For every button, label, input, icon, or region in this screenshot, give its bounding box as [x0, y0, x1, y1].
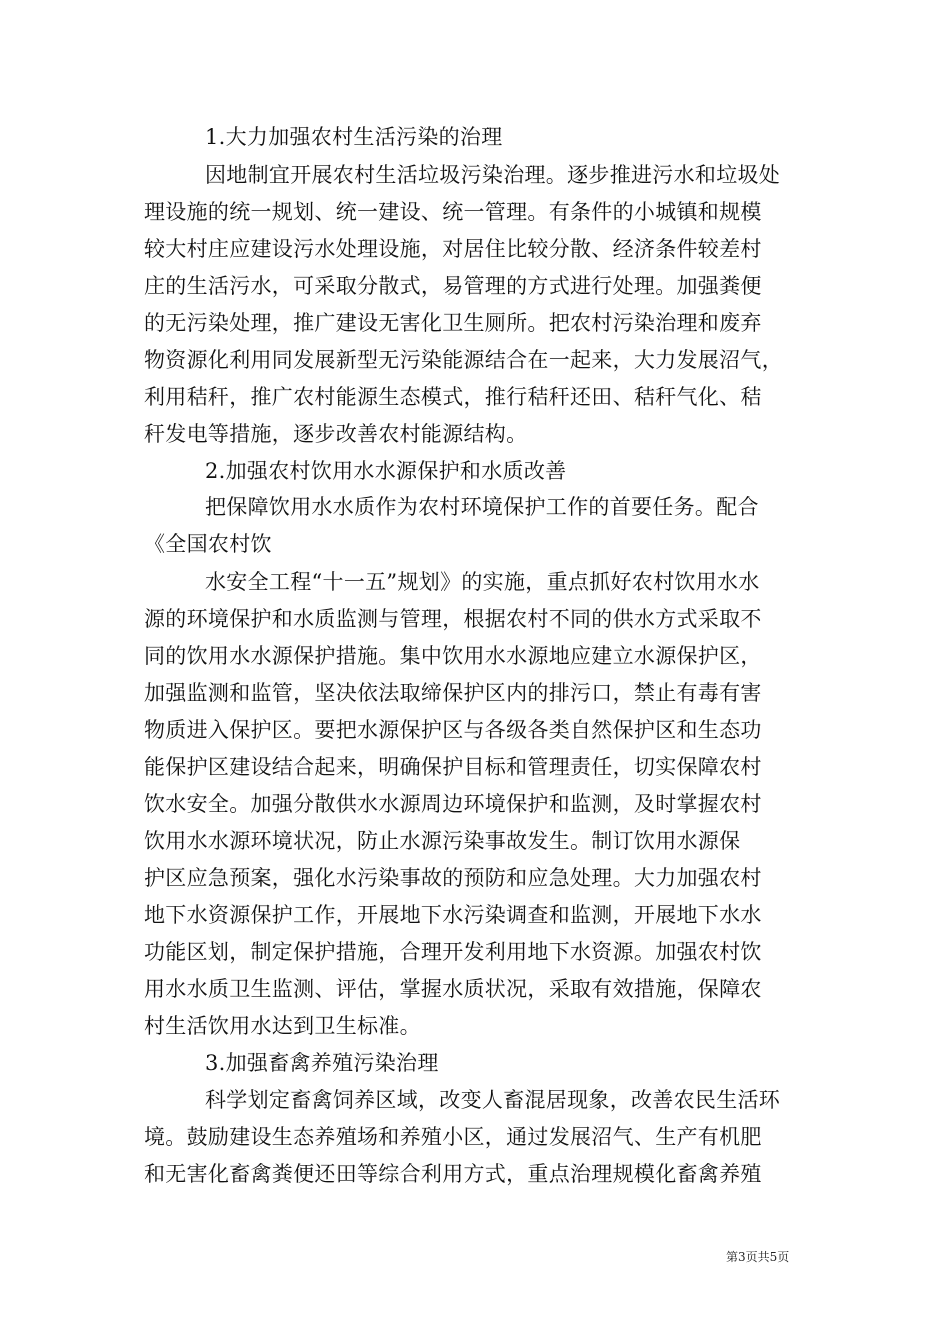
- paragraph-line: 饮水安全。加强分散供水水源周边环境保护和监测，及时掌握农村: [144, 792, 762, 816]
- paragraph-line: 物质进入保护区。要把水源保护区与各级各类自然保护区和生态功: [144, 718, 762, 742]
- paragraph-line: 功能区划，制定保护措施，合理开发利用地下水资源。加强农村饮: [144, 940, 762, 964]
- paragraph-line: 物资源化利用同发展新型无污染能源结合在一起来，大力发展沼气，: [144, 348, 783, 372]
- paragraph-line: 较大村庄应建设污水处理设施，对居住比较分散、经济条件较差村: [144, 237, 762, 261]
- paragraph-line: 的无污染处理，推广建设无害化卫生厕所。把农村污染治理和废弃: [144, 311, 762, 335]
- paragraph-line: 加强监测和监管，坚决依法取缔保护区内的排污口，禁止有毒有害: [144, 681, 762, 705]
- section-heading-1: 1.大力加强农村生活污染的治理: [205, 125, 503, 149]
- paragraph-line: 水安全工程“十一五”规划》的实施，重点抓好农村饮用水水: [205, 570, 760, 594]
- page-number: 第3页共5页: [726, 1250, 790, 1264]
- paragraph-line: 同的饮用水水源保护措施。集中饮用水水源地应建立水源保护区，: [144, 644, 762, 668]
- paragraph-line: 源的环境保护和水质监测与管理，根据农村不同的供水方式采取不: [144, 607, 762, 631]
- paragraph-line: 科学划定畜禽饲养区域，改变人畜混居现象，改善农民生活环: [205, 1088, 781, 1112]
- paragraph-line: 护区应急预案，强化水污染事故的预防和应急处理。大力加强农村: [144, 866, 762, 890]
- paragraph-line: 地下水资源保护工作，开展地下水污染调查和监测，开展地下水水: [144, 903, 762, 927]
- paragraph-line: 境。鼓励建设生态养殖场和养殖小区，通过发展沼气、生产有机肥: [144, 1125, 762, 1149]
- paragraph-line: 用水水质卫生监测、评估，掌握水质状况，采取有效措施，保障农: [144, 977, 762, 1001]
- paragraph-line: 和无害化畜禽粪便还田等综合利用方式，重点治理规模化畜禽养殖: [144, 1162, 762, 1186]
- paragraph-line: 庄的生活污水，可采取分散式，易管理的方式进行处理。加强粪便: [144, 274, 762, 298]
- paragraph-line: 《全国农村饮: [144, 532, 272, 556]
- paragraph-line: 秆发电等措施，逐步改善农村能源结构。: [144, 422, 528, 446]
- paragraph-line: 把保障饮用水水质作为农村环境保护工作的首要任务。配合: [205, 495, 759, 519]
- paragraph-line: 利用秸秆，推广农村能源生态模式，推行秸秆还田、秸秆气化、秸: [144, 385, 762, 409]
- paragraph-line: 村生活饮用水达到卫生标准。: [144, 1014, 421, 1038]
- paragraph-line: 饮用水水源环境状况，防止水源污染事故发生。制订饮用水源保: [144, 829, 741, 853]
- paragraph-line: 能保护区建设结合起来，明确保护目标和管理责任，切实保障农村: [144, 755, 762, 779]
- paragraph-line: 因地制宜开展农村生活垃圾污染治理。逐步推进污水和垃圾处: [205, 163, 781, 187]
- section-heading-2: 2.加强农村饮用水水源保护和水质改善: [205, 459, 567, 483]
- paragraph-line: 理设施的统一规划、统一建设、统一管理。有条件的小城镇和规模: [144, 200, 762, 224]
- section-heading-3: 3.加强畜禽养殖污染治理: [205, 1051, 439, 1075]
